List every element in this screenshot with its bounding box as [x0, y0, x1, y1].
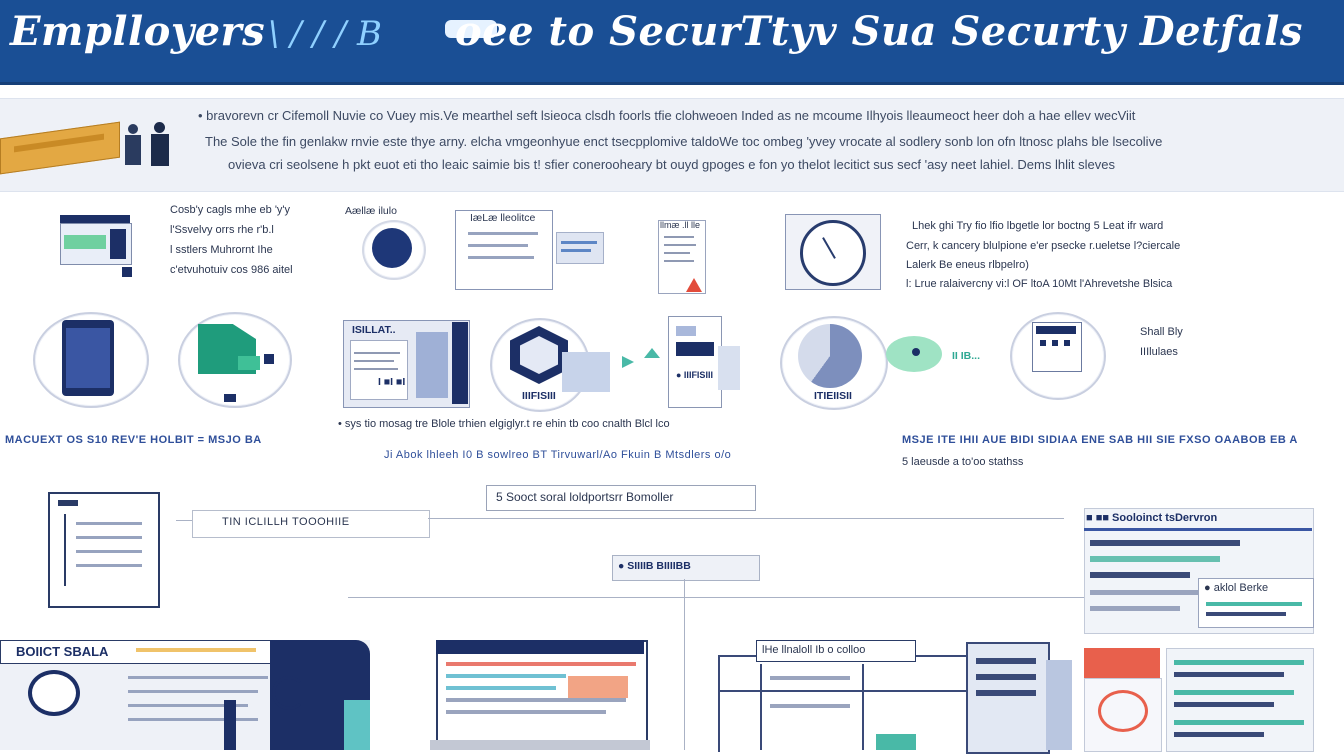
- row1-text-3: l sstlers Muhrornt Ihe: [170, 244, 273, 256]
- flow-right-card-label: ● aklol Berke: [1204, 582, 1269, 594]
- warning-icon: [686, 278, 702, 292]
- report-card-footer: I ■I ■I: [378, 376, 406, 388]
- flow-right-head: ■ ■■ Sooloinct tsDervron: [1086, 512, 1218, 524]
- row1-text-1: Cosb'y cagls mhe eb 'y'y: [170, 204, 291, 216]
- form-doc-footer: ● IIIFISIII: [676, 370, 713, 380]
- avatar-icon: [28, 670, 80, 716]
- page-title-right: oee to SecurTtyv Sua Securty Detfals: [455, 8, 1303, 55]
- hex-footer: IIIFISIII: [522, 390, 556, 402]
- caption-left: MACUEXT OS S10 REV'E HOLBIT = MSJO BA: [5, 434, 262, 446]
- page-title: Emplloyers: [10, 8, 266, 55]
- document-card-label: IæLæ lleolitce: [470, 212, 536, 224]
- row1-right-text-3: Lalerk Be eneus rlbpelro): [906, 259, 1029, 271]
- banner-line-1: • bravorevn cr Cifemoll Nuviе co Vuey mis.Ve mearthel seft lsieoca clsdh foorls tfie clohweoen Inded as ne mcoume Ilhyois lleaumeoct heer doh a hae ellev wecViit: [198, 108, 1136, 123]
- dots-label: II IB...: [952, 350, 981, 362]
- bottom-mid-label: lHe llnaloll Ib o colloo: [762, 644, 866, 656]
- bottom-mid-panel: [718, 655, 982, 752]
- row1-right-text-2: Cerr, k cancery blulpione e'er psecke r.ueletse l?ciercale: [906, 240, 1181, 252]
- people-icon: [122, 120, 180, 168]
- row1-card-label: Aællæ ilulo: [345, 205, 397, 217]
- row2-right-text-1: Shall Bly: [1140, 326, 1183, 338]
- caption-mid: Ji Abok lhleeh I0 B sowlreo BT Tirvuwarl/Ao Fkuin B Mtsdlers o/o: [384, 449, 732, 461]
- banner-line-3: ovieva cri seolsene h pkt euot eti tho leaic saimie bis t! sfier conerooheary bt ouyd gpoges e fon yo thelot lecitict sus secf 'asy neet lahiel. Dems lhlit sleves: [228, 157, 1115, 172]
- flow-mid-box-label: ● SIIIIB BIIIIBB: [618, 560, 691, 572]
- dashboard-thumbnail-icon: [60, 215, 140, 277]
- arrow-right-icon: [622, 356, 634, 368]
- report-card-label: ISILLAT..: [352, 324, 396, 336]
- row2-right-text-2: IIIlulaes: [1140, 346, 1178, 358]
- caption-center: • sys tio mosag tre Blole trhien elgiglyr.t re ehin tb coo cnalth Blcl lco: [338, 418, 670, 430]
- pie-footer: ITIEIISII: [814, 390, 852, 402]
- lock-icon: [272, 676, 306, 710]
- report-doc-label: llmæ .ll lle: [660, 220, 701, 230]
- header-decor-icon: \ / / / B: [268, 14, 383, 54]
- banner-line-2: The Sole the fin genlakw rnvie este thye arny. elcha vmgeonhyue enct tsecpplomive taldoWe toc ombeg 'yvey vrocate al sodlery sonb lon ofn ltnosc plahs ble lsecolive: [205, 134, 1163, 149]
- row1-right-text-4: l: Lrue ralaivercny vi:l OF ltoA 10Mt l'Ahrevetshe Blsica: [906, 278, 1173, 290]
- caption-right: MSJE ITE IHII AUE BIDI SIDIAA ENE SAB HII SIE FXSO OAABOB EB A: [902, 434, 1298, 446]
- row1-text-2: l'Ssvelvy orrs rhe r'b.l: [170, 224, 274, 236]
- row1-text-4: c'etvuhotuiv cos 986 aitel: [170, 264, 293, 276]
- row1-right-text-1: Lhek ghi Try fio lfio lbgetle lor boctng 5 Leat ifr ward: [912, 220, 1164, 232]
- flow-top-box-label: 5 Sooct soral loldportsrr Bomoller: [496, 490, 674, 504]
- alert-banner: [1084, 648, 1160, 678]
- caption-right-sub: 5 laeusde a to'oo stathss: [902, 456, 1024, 468]
- navy-dot-icon: [372, 228, 412, 268]
- pie-chart-icon: [798, 324, 862, 388]
- doc-line: [468, 244, 528, 247]
- mini-window-icon: [556, 232, 604, 264]
- truck-illustration-icon: [0, 118, 135, 170]
- doc-line: [468, 256, 534, 259]
- target-icon: [1098, 690, 1148, 732]
- tablet-screen-icon: [66, 328, 110, 388]
- bottom-left-label: BOIICT SBALA: [16, 644, 109, 659]
- doc-line: [468, 232, 538, 235]
- flow-left-box-label: TIN ICLILLH TOOOHIIE: [222, 516, 350, 528]
